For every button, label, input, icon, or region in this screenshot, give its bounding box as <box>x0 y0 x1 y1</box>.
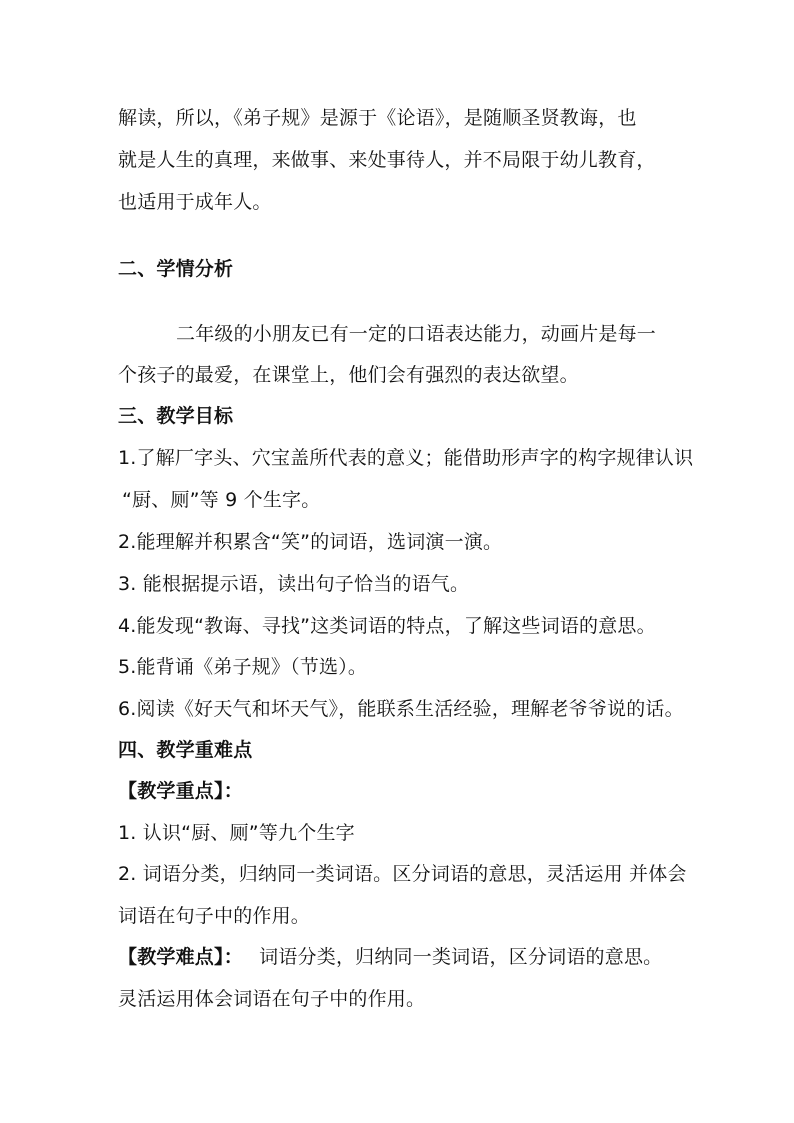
objective-1-line-1: 1.了解厂字头、穴宝盖所代表的意义；能借助形声字的构字规律认识 <box>118 447 694 469</box>
difficult-points-line-1 <box>118 945 662 969</box>
objective-4: 4.能发现“教诲、寻找”这类词语的特点，了解这些词语的意思。 <box>118 615 656 637</box>
key-point-2-line-1: 2. 词语分类，归纳同一类词语。区分词语的意思，灵活运用 并体会 <box>118 863 687 885</box>
objective-3: 3. 能根据提示语，读出句子恰当的语气。 <box>118 573 470 595</box>
intro-line-2: 就是人生的真理，来做事、来处事待人，并不局限于幼儿教育， <box>118 149 656 171</box>
intro-line-1: 解读，所以，《弟子规》是源于《论语》，是随顺圣贤教诲，也 <box>118 107 637 129</box>
objective-6: 6.阅读《好天气和坏天气》，能联系生活经验，理解老爷爷说的话。 <box>118 698 684 720</box>
difficult-points-line-2: 灵活运用体会词语在句子中的作用。 <box>118 988 426 1010</box>
section3-heading: 三、教学目标 <box>118 405 234 427</box>
intro-line-3: 也适用于成年人。 <box>118 191 272 213</box>
objective-5: 5.能背诵《弟子规》（节选）。 <box>118 656 368 678</box>
difficult-points-text: 词语分类，归纳同一类词语，区分词语的意思。 <box>259 946 663 968</box>
key-points-label: 【教学重点】： <box>118 780 243 802</box>
objective-2: 2.能理解并积累含“笑”的词语，选词演一演。 <box>118 531 503 553</box>
key-point-2-line-2: 词语在句子中的作用。 <box>118 905 311 927</box>
key-point-1: 1. 认识“厨、厕”等九个生字 <box>118 822 355 844</box>
section2-line-1: 二年级的小朋友已有一定的口语表达能力，动画片是每一 <box>176 323 657 345</box>
section4-heading: 四、教学重难点 <box>118 739 253 761</box>
section2-line-2: 个孩子的最爱，在课堂上，他们会有强烈的表达欲望。 <box>118 364 579 386</box>
section2-heading: 二、学情分析 <box>118 258 234 280</box>
difficult-points-label: 【教学难点】： <box>118 946 243 968</box>
objective-1-line-2: “厨、厕”等 9 个生字。 <box>122 489 321 511</box>
